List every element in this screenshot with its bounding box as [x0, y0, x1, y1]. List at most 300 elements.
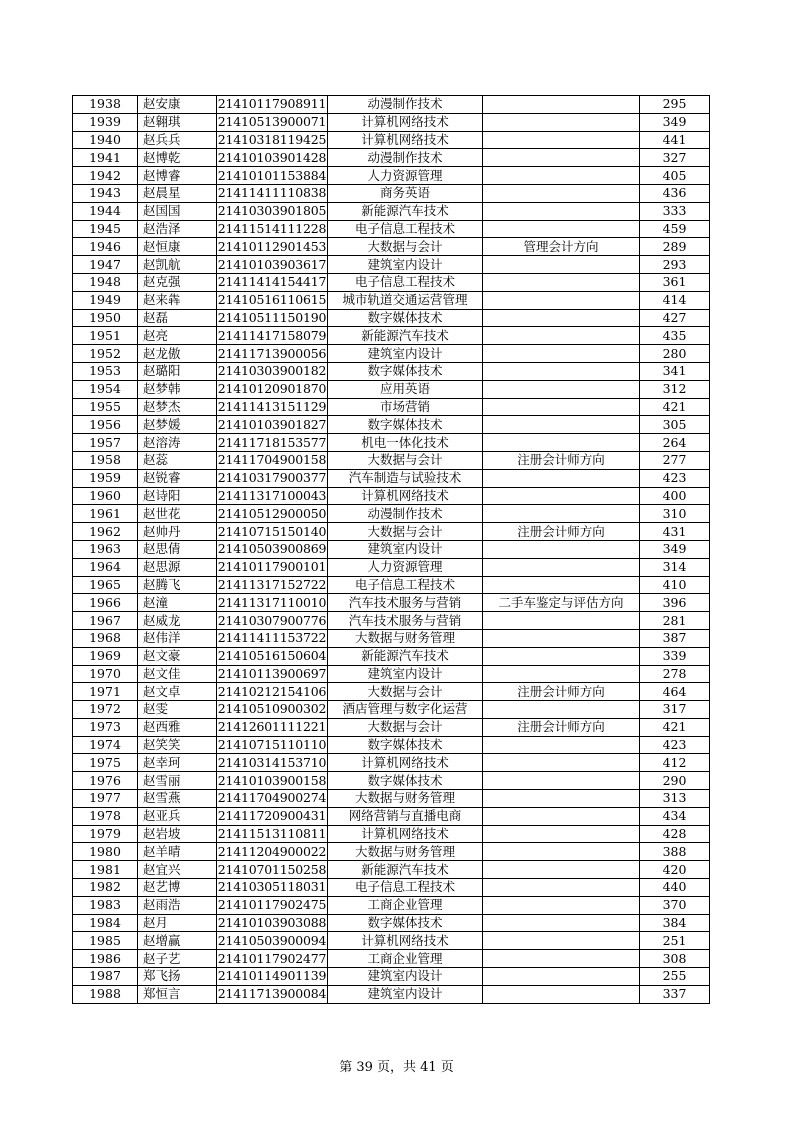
row-number-cell: 1941: [73, 149, 138, 167]
row-number-cell: 1970: [73, 665, 138, 683]
major-cell: 动漫制作技术: [328, 96, 483, 114]
major-direction-cell: [483, 256, 640, 274]
row-number-cell: 1981: [73, 861, 138, 879]
exam-id-cell: 21410317900377: [217, 470, 327, 486]
student-name-cell: 赵龙傲: [138, 345, 217, 363]
exam-id-cell: 21410314153710: [217, 754, 327, 770]
row-number-cell: 1959: [73, 469, 138, 487]
score-cell: 295: [640, 96, 710, 114]
major-direction-cell: 注册会计师方向: [483, 523, 640, 541]
student-name-cell: 赵博乾: [138, 149, 217, 167]
score-cell: 400: [640, 487, 710, 505]
student-name-cell: 赵文卓: [138, 683, 217, 701]
table-row: [73, 327, 710, 345]
table-row: [73, 932, 710, 950]
table-row: [73, 113, 710, 131]
score-cell: 396: [640, 594, 710, 612]
table-row: [73, 345, 710, 363]
exam-id-cell: 21410303901805: [217, 203, 327, 219]
score-cell: 440: [640, 879, 710, 897]
row-number-cell: 1938: [73, 96, 138, 114]
row-number-cell: 1980: [73, 843, 138, 861]
table-row: [73, 950, 710, 968]
student-name-cell: 赵伟洋: [138, 629, 217, 647]
row-number-cell: 1972: [73, 701, 138, 719]
exam-id-cell: 21410101153884: [217, 167, 327, 183]
row-number-cell: 1974: [73, 736, 138, 754]
row-number-cell: 1954: [73, 380, 138, 398]
student-name-cell: 赵艺博: [138, 879, 217, 897]
major-cell: 数字媒体技术: [328, 362, 483, 380]
major-direction-cell: [483, 843, 640, 861]
student-name-cell: 郑恒言: [138, 985, 217, 1003]
major-cell: 动漫制作技术: [328, 149, 483, 167]
table-row: [73, 754, 710, 772]
table-row: [73, 807, 710, 825]
score-cell: 337: [640, 985, 710, 1003]
student-name-cell: 赵磊: [138, 309, 217, 327]
table-row: [73, 968, 710, 986]
row-number-cell: 1984: [73, 914, 138, 932]
student-name-cell: 赵梦杰: [138, 398, 217, 416]
row-number-cell: 1963: [73, 540, 138, 558]
major-cell: 计算机网络技术: [328, 932, 483, 950]
table-row: [73, 861, 710, 879]
major-direction-cell: [483, 807, 640, 825]
student-name-cell: 赵西雅: [138, 718, 217, 736]
score-cell: 384: [640, 914, 710, 932]
major-cell: 数字媒体技术: [328, 736, 483, 754]
student-name-cell: 赵雪丽: [138, 772, 217, 790]
score-cell: 435: [640, 327, 710, 345]
student-name-cell: 赵翱琪: [138, 113, 217, 131]
major-cell: 数字媒体技术: [328, 309, 483, 327]
major-direction-cell: 二手车鉴定与评估方向: [483, 594, 640, 612]
table-row: [73, 380, 710, 398]
table-row: [73, 416, 710, 434]
student-name-cell: 赵恒康: [138, 238, 217, 256]
exam-id-cell: 21410510900302: [217, 701, 327, 717]
major-direction-cell: 注册会计师方向: [483, 718, 640, 736]
exam-id-cell: 21411414154417: [217, 274, 327, 290]
exam-id-cell: 21410318119425: [217, 131, 327, 147]
major-cell: 大数据与财务管理: [328, 790, 483, 808]
table-row: [73, 843, 710, 861]
page-footer: 第 39 页，共 41 页: [339, 1060, 454, 1075]
table-row: [73, 202, 710, 220]
score-cell: 427: [640, 309, 710, 327]
major-direction-cell: 管理会计方向: [483, 238, 640, 256]
major-direction-cell: [483, 754, 640, 772]
major-cell: 大数据与会计: [328, 718, 483, 736]
exam-id-cell: 21410103903088: [217, 915, 327, 931]
major-direction-cell: [483, 540, 640, 558]
score-cell: 290: [640, 772, 710, 790]
row-number-cell: 1971: [73, 683, 138, 701]
major-direction-cell: [483, 950, 640, 968]
table-row: [73, 825, 710, 843]
score-cell: 441: [640, 131, 710, 149]
row-number-cell: 1940: [73, 131, 138, 149]
table-row: [73, 256, 710, 274]
table-row: [73, 985, 710, 1003]
row-number-cell: 1957: [73, 434, 138, 452]
score-cell: 387: [640, 629, 710, 647]
major-cell: 数字媒体技术: [328, 416, 483, 434]
major-cell: 计算机网络技术: [328, 113, 483, 131]
exam-id-cell: 21411413151129: [217, 398, 327, 414]
exam-id-cell: 21410503900869: [217, 541, 327, 557]
major-direction-cell: [483, 96, 640, 114]
student-name-cell: 赵雨浩: [138, 896, 217, 914]
table-row: [73, 362, 710, 380]
table-row: [73, 665, 710, 683]
major-cell: 商务英语: [328, 184, 483, 202]
student-name-cell: 赵子艺: [138, 950, 217, 968]
score-cell: 281: [640, 612, 710, 630]
table-row: [73, 309, 710, 327]
student-name-cell: 赵蕊: [138, 451, 217, 469]
row-number-cell: 1960: [73, 487, 138, 505]
student-name-cell: 赵溶涛: [138, 434, 217, 452]
major-direction-cell: [483, 896, 640, 914]
major-cell: 建筑室内设计: [328, 985, 483, 1003]
major-cell: 新能源汽车技术: [328, 861, 483, 879]
row-number-cell: 1978: [73, 807, 138, 825]
score-cell: 314: [640, 558, 710, 576]
major-direction-cell: [483, 131, 640, 149]
major-cell: 计算机网络技术: [328, 825, 483, 843]
major-cell: 大数据与财务管理: [328, 843, 483, 861]
student-name-cell: 赵岩坡: [138, 825, 217, 843]
major-direction-cell: [483, 291, 640, 309]
score-cell: 349: [640, 540, 710, 558]
exam-id-cell: 21410113900697: [217, 665, 327, 681]
major-direction-cell: 注册会计师方向: [483, 451, 640, 469]
major-direction-cell: [483, 825, 640, 843]
major-cell: 数字媒体技术: [328, 914, 483, 932]
major-direction-cell: [483, 879, 640, 897]
score-cell: 412: [640, 754, 710, 772]
major-cell: 新能源汽车技术: [328, 327, 483, 345]
score-cell: 251: [640, 932, 710, 950]
exam-id-cell: 21411411153722: [217, 630, 327, 646]
exam-id-cell: 21410513900071: [217, 114, 327, 130]
student-name-cell: 赵宜兴: [138, 861, 217, 879]
row-number-cell: 1962: [73, 523, 138, 541]
major-direction-cell: [483, 647, 640, 665]
student-name-cell: 赵思倩: [138, 540, 217, 558]
table-row: [73, 291, 710, 309]
row-number-cell: 1967: [73, 612, 138, 630]
major-cell: 汽车技术服务与营销: [328, 594, 483, 612]
score-cell: 361: [640, 273, 710, 291]
score-cell: 421: [640, 718, 710, 736]
row-number-cell: 1961: [73, 505, 138, 523]
score-cell: 420: [640, 861, 710, 879]
table-row: [73, 238, 710, 256]
student-name-cell: 赵国国: [138, 202, 217, 220]
major-cell: 电子信息工程技术: [328, 576, 483, 594]
row-number-cell: 1969: [73, 647, 138, 665]
major-direction-cell: [483, 558, 640, 576]
table-row: [73, 736, 710, 754]
major-direction-cell: [483, 487, 640, 505]
table-row: [73, 505, 710, 523]
student-name-cell: 赵凯航: [138, 256, 217, 274]
table-row: [73, 487, 710, 505]
exam-id-cell: 21410715110110: [217, 737, 327, 753]
table-row: [73, 434, 710, 452]
exam-id-cell: 21410112901453: [217, 238, 327, 254]
score-table-body: [73, 96, 710, 1004]
exam-id-cell: 21411317100043: [217, 487, 327, 503]
major-direction-cell: [483, 362, 640, 380]
exam-id-cell: 21410511150190: [217, 309, 327, 325]
exam-id-cell: 21411411110838: [217, 185, 327, 201]
score-cell: 421: [640, 398, 710, 416]
row-number-cell: 1983: [73, 896, 138, 914]
exam-id-cell: 21410117908911: [217, 96, 327, 112]
exam-id-cell: 21410512900050: [217, 505, 327, 521]
table-row: [73, 879, 710, 897]
table-row: [73, 790, 710, 808]
exam-id-cell: 21410701150258: [217, 861, 327, 877]
exam-id-cell: 21411514111228: [217, 220, 327, 236]
exam-id-cell: 21410212154106: [217, 683, 327, 699]
score-cell: 436: [640, 184, 710, 202]
student-name-cell: 赵亚兵: [138, 807, 217, 825]
exam-id-cell: 21411704900158: [217, 452, 327, 468]
major-direction-cell: [483, 469, 640, 487]
major-cell: 大数据与会计: [328, 523, 483, 541]
major-direction-cell: [483, 968, 640, 986]
score-cell: 370: [640, 896, 710, 914]
row-number-cell: 1958: [73, 451, 138, 469]
score-cell: 388: [640, 843, 710, 861]
table-row: [73, 629, 710, 647]
row-number-cell: 1968: [73, 629, 138, 647]
row-number-cell: 1956: [73, 416, 138, 434]
row-number-cell: 1952: [73, 345, 138, 363]
row-number-cell: 1973: [73, 718, 138, 736]
score-cell: 423: [640, 736, 710, 754]
major-direction-cell: [483, 576, 640, 594]
student-name-cell: 赵思源: [138, 558, 217, 576]
major-cell: 建筑室内设计: [328, 665, 483, 683]
score-cell: 405: [640, 167, 710, 185]
table-row: [73, 149, 710, 167]
student-name-cell: 赵帅丹: [138, 523, 217, 541]
row-number-cell: 1943: [73, 184, 138, 202]
exam-id-cell: 21410516150604: [217, 648, 327, 664]
table-row: [73, 612, 710, 630]
score-table: [72, 95, 710, 1004]
major-direction-cell: [483, 380, 640, 398]
student-name-cell: 赵浩泽: [138, 220, 217, 238]
major-direction-cell: [483, 665, 640, 683]
row-number-cell: 1953: [73, 362, 138, 380]
table-row: [73, 594, 710, 612]
major-direction-cell: [483, 505, 640, 523]
score-cell: 308: [640, 950, 710, 968]
score-cell: 289: [640, 238, 710, 256]
score-cell: 278: [640, 665, 710, 683]
major-direction-cell: [483, 416, 640, 434]
major-cell: 大数据与会计: [328, 451, 483, 469]
major-direction-cell: [483, 434, 640, 452]
row-number-cell: 1955: [73, 398, 138, 416]
score-cell: 410: [640, 576, 710, 594]
major-cell: 大数据与会计: [328, 683, 483, 701]
student-name-cell: 赵梦韩: [138, 380, 217, 398]
row-number-cell: 1942: [73, 167, 138, 185]
major-cell: 工商企业管理: [328, 896, 483, 914]
student-name-cell: 赵雪燕: [138, 790, 217, 808]
score-cell: 280: [640, 345, 710, 363]
exam-id-cell: 21410503900094: [217, 932, 327, 948]
major-cell: 市场营销: [328, 398, 483, 416]
major-direction-cell: [483, 202, 640, 220]
score-cell: 428: [640, 825, 710, 843]
major-direction-cell: 注册会计师方向: [483, 683, 640, 701]
student-name-cell: 赵亮: [138, 327, 217, 345]
exam-id-cell: 21411713900056: [217, 345, 327, 361]
score-cell: 459: [640, 220, 710, 238]
exam-id-cell: 21411704900274: [217, 790, 327, 806]
student-name-cell: 赵安康: [138, 96, 217, 114]
major-cell: 建筑室内设计: [328, 256, 483, 274]
score-cell: 293: [640, 256, 710, 274]
major-direction-cell: [483, 772, 640, 790]
table-row: [73, 273, 710, 291]
row-number-cell: 1951: [73, 327, 138, 345]
major-direction-cell: [483, 113, 640, 131]
table-row: [73, 184, 710, 202]
score-cell: 327: [640, 149, 710, 167]
major-cell: 大数据与会计: [328, 238, 483, 256]
major-cell: 新能源汽车技术: [328, 647, 483, 665]
major-direction-cell: [483, 220, 640, 238]
score-cell: 464: [640, 683, 710, 701]
table-row: [73, 540, 710, 558]
exam-id-cell: 21410117902475: [217, 897, 327, 913]
student-name-cell: 赵博睿: [138, 167, 217, 185]
major-cell: 人力资源管理: [328, 167, 483, 185]
exam-id-cell: 21410120901870: [217, 381, 327, 397]
exam-id-cell: 21411317152722: [217, 576, 327, 592]
student-name-cell: 赵雯: [138, 701, 217, 719]
exam-id-cell: 21410303900182: [217, 363, 327, 379]
exam-id-cell: 21410307900776: [217, 612, 327, 628]
exam-id-cell: 21411417158079: [217, 327, 327, 343]
major-cell: 建筑室内设计: [328, 540, 483, 558]
row-number-cell: 1945: [73, 220, 138, 238]
score-cell: 305: [640, 416, 710, 434]
major-cell: 城市轨道交通运营管理: [328, 291, 483, 309]
major-cell: 应用英语: [328, 380, 483, 398]
table-row: [73, 398, 710, 416]
table-row: [73, 558, 710, 576]
major-direction-cell: [483, 167, 640, 185]
score-cell: 414: [640, 291, 710, 309]
row-number-cell: 1988: [73, 985, 138, 1003]
score-cell: 431: [640, 523, 710, 541]
student-name-cell: 赵威龙: [138, 612, 217, 630]
table-row: [73, 131, 710, 149]
score-cell: 277: [640, 451, 710, 469]
major-direction-cell: [483, 149, 640, 167]
major-direction-cell: [483, 309, 640, 327]
major-cell: 数字媒体技术: [328, 772, 483, 790]
major-cell: 汽车制造与试验技术: [328, 469, 483, 487]
major-cell: 汽车技术服务与营销: [328, 612, 483, 630]
score-cell: 423: [640, 469, 710, 487]
score-cell: 313: [640, 790, 710, 808]
student-name-cell: 赵兵兵: [138, 131, 217, 149]
exam-id-cell: 21410103900158: [217, 772, 327, 788]
major-cell: 网络营销与直播电商: [328, 807, 483, 825]
student-name-cell: 赵幸珂: [138, 754, 217, 772]
score-cell: 339: [640, 647, 710, 665]
student-name-cell: 赵来犇: [138, 291, 217, 309]
student-name-cell: 赵潼: [138, 594, 217, 612]
major-cell: 计算机网络技术: [328, 487, 483, 505]
exam-id-cell: 21410305118031: [217, 879, 327, 895]
row-number-cell: 1950: [73, 309, 138, 327]
exam-id-cell: 21410114901139: [217, 968, 327, 984]
major-direction-cell: [483, 184, 640, 202]
table-row: [73, 96, 710, 114]
table-row: [73, 683, 710, 701]
major-cell: 机电一体化技术: [328, 434, 483, 452]
row-number-cell: 1975: [73, 754, 138, 772]
row-number-cell: 1939: [73, 113, 138, 131]
score-cell: 434: [640, 807, 710, 825]
major-cell: 建筑室内设计: [328, 968, 483, 986]
major-cell: 新能源汽车技术: [328, 202, 483, 220]
student-name-cell: 赵梦媛: [138, 416, 217, 434]
row-number-cell: 1947: [73, 256, 138, 274]
major-cell: 大数据与财务管理: [328, 629, 483, 647]
table-row: [73, 701, 710, 719]
major-direction-cell: [483, 345, 640, 363]
row-number-cell: 1976: [73, 772, 138, 790]
exam-id-cell: 21410103901827: [217, 416, 327, 432]
score-cell: 341: [640, 362, 710, 380]
exam-id-cell: 21410516110615: [217, 292, 327, 308]
exam-id-cell: 21410103903617: [217, 256, 327, 272]
exam-id-cell: 21410715150140: [217, 523, 327, 539]
student-name-cell: 赵文豪: [138, 647, 217, 665]
score-cell: 310: [640, 505, 710, 523]
row-number-cell: 1982: [73, 879, 138, 897]
table-row: [73, 576, 710, 594]
exam-id-cell: 21410117900101: [217, 559, 327, 575]
major-direction-cell: [483, 790, 640, 808]
row-number-cell: 1965: [73, 576, 138, 594]
major-direction-cell: [483, 273, 640, 291]
table-row: [73, 772, 710, 790]
major-cell: 电子信息工程技术: [328, 273, 483, 291]
table-row: [73, 220, 710, 238]
major-direction-cell: [483, 629, 640, 647]
row-number-cell: 1987: [73, 968, 138, 986]
major-cell: 建筑室内设计: [328, 345, 483, 363]
table-row: [73, 523, 710, 541]
score-cell: 312: [640, 380, 710, 398]
major-cell: 计算机网络技术: [328, 131, 483, 149]
